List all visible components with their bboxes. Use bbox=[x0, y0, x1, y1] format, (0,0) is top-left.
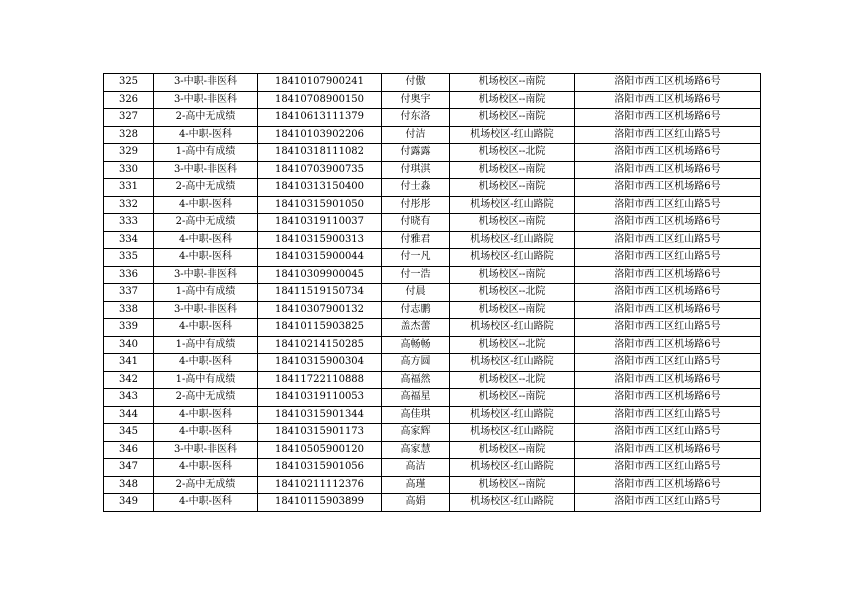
address-cell: 洛阳市西工区机场路6号 bbox=[575, 74, 761, 92]
exam-id-cell: 18410505900120 bbox=[258, 441, 382, 459]
address-cell: 洛阳市西工区红山路5号 bbox=[575, 249, 761, 267]
campus-cell: 机场校区-红山路院 bbox=[450, 231, 575, 249]
address-cell: 洛阳市西工区红山路5号 bbox=[575, 231, 761, 249]
category-cell: 2-高中无成绩 bbox=[154, 109, 258, 127]
table-row bbox=[104, 406, 761, 424]
table-row bbox=[104, 214, 761, 232]
exam-id-cell: 18410115903825 bbox=[258, 319, 382, 337]
table-row bbox=[104, 179, 761, 197]
row-number-cell: 342 bbox=[104, 371, 154, 389]
exam-id-cell: 18410307900132 bbox=[258, 301, 382, 319]
row-number-cell: 333 bbox=[104, 214, 154, 232]
category-cell: 3-中职-非医科 bbox=[154, 301, 258, 319]
campus-cell: 机场校区--北院 bbox=[450, 371, 575, 389]
exam-id-cell: 18410103902206 bbox=[258, 126, 382, 144]
table-row bbox=[104, 231, 761, 249]
exam-id-cell: 18410315901050 bbox=[258, 196, 382, 214]
category-cell: 4-中职-医科 bbox=[154, 196, 258, 214]
campus-cell: 机场校区--南院 bbox=[450, 91, 575, 109]
exam-id-cell: 18410315901344 bbox=[258, 406, 382, 424]
student-list-table bbox=[103, 73, 761, 512]
address-cell: 洛阳市西工区红山路5号 bbox=[575, 196, 761, 214]
campus-cell: 机场校区--南院 bbox=[450, 441, 575, 459]
student-name-cell: 高佳琪 bbox=[382, 406, 450, 424]
address-cell: 洛阳市西工区红山路5号 bbox=[575, 406, 761, 424]
exam-id-cell: 18411519150734 bbox=[258, 284, 382, 302]
campus-cell: 机场校区--南院 bbox=[450, 74, 575, 92]
category-cell: 3-中职-非医科 bbox=[154, 161, 258, 179]
address-cell: 洛阳市西工区红山路5号 bbox=[575, 494, 761, 512]
campus-cell: 机场校区--北院 bbox=[450, 284, 575, 302]
exam-id-cell: 18410315900044 bbox=[258, 249, 382, 267]
student-name-cell: 付露露 bbox=[382, 144, 450, 162]
address-cell: 洛阳市西工区机场路6号 bbox=[575, 109, 761, 127]
campus-cell: 机场校区-红山路院 bbox=[450, 354, 575, 372]
student-name-cell: 付彤彤 bbox=[382, 196, 450, 214]
campus-cell: 机场校区--北院 bbox=[450, 336, 575, 354]
table-row bbox=[104, 249, 761, 267]
table-row bbox=[104, 424, 761, 442]
student-name-cell: 高家慧 bbox=[382, 441, 450, 459]
exam-id-cell: 18410309900045 bbox=[258, 266, 382, 284]
category-cell: 1-高中有成绩 bbox=[154, 144, 258, 162]
exam-id-cell: 18410115903899 bbox=[258, 494, 382, 512]
row-number-cell: 326 bbox=[104, 91, 154, 109]
category-cell: 4-中职-医科 bbox=[154, 126, 258, 144]
address-cell: 洛阳市西工区机场路6号 bbox=[575, 301, 761, 319]
row-number-cell: 325 bbox=[104, 74, 154, 92]
table-row bbox=[104, 389, 761, 407]
row-number-cell: 347 bbox=[104, 459, 154, 477]
address-cell: 洛阳市西工区红山路5号 bbox=[575, 459, 761, 477]
exam-id-cell: 18410315901056 bbox=[258, 459, 382, 477]
table-body bbox=[104, 74, 761, 512]
campus-cell: 机场校区-红山路院 bbox=[450, 126, 575, 144]
table-row bbox=[104, 441, 761, 459]
exam-id-cell: 18410319110053 bbox=[258, 389, 382, 407]
address-cell: 洛阳市西工区机场路6号 bbox=[575, 144, 761, 162]
student-name-cell: 高福然 bbox=[382, 371, 450, 389]
campus-cell: 机场校区--南院 bbox=[450, 179, 575, 197]
student-name-cell: 付傲 bbox=[382, 74, 450, 92]
category-cell: 1-高中有成绩 bbox=[154, 371, 258, 389]
campus-cell: 机场校区--南院 bbox=[450, 389, 575, 407]
table-row bbox=[104, 476, 761, 494]
address-cell: 洛阳市西工区机场路6号 bbox=[575, 371, 761, 389]
exam-id-cell: 18410613111379 bbox=[258, 109, 382, 127]
row-number-cell: 346 bbox=[104, 441, 154, 459]
campus-cell: 机场校区--北院 bbox=[450, 144, 575, 162]
table-row bbox=[104, 196, 761, 214]
campus-cell: 机场校区-红山路院 bbox=[450, 406, 575, 424]
category-cell: 2-高中无成绩 bbox=[154, 214, 258, 232]
table-row bbox=[104, 371, 761, 389]
address-cell: 洛阳市西工区机场路6号 bbox=[575, 214, 761, 232]
exam-id-cell: 18410318111082 bbox=[258, 144, 382, 162]
row-number-cell: 348 bbox=[104, 476, 154, 494]
category-cell: 4-中职-医科 bbox=[154, 354, 258, 372]
category-cell: 4-中职-医科 bbox=[154, 424, 258, 442]
exam-id-cell: 18411722110888 bbox=[258, 371, 382, 389]
category-cell: 3-中职-非医科 bbox=[154, 91, 258, 109]
address-cell: 洛阳市西工区机场路6号 bbox=[575, 284, 761, 302]
campus-cell: 机场校区-红山路院 bbox=[450, 196, 575, 214]
exam-id-cell: 18410211112376 bbox=[258, 476, 382, 494]
exam-id-cell: 18410708900150 bbox=[258, 91, 382, 109]
category-cell: 2-高中无成绩 bbox=[154, 476, 258, 494]
student-name-cell: 付雅君 bbox=[382, 231, 450, 249]
row-number-cell: 329 bbox=[104, 144, 154, 162]
row-number-cell: 330 bbox=[104, 161, 154, 179]
student-name-cell: 高方圆 bbox=[382, 354, 450, 372]
table-row bbox=[104, 284, 761, 302]
table-row bbox=[104, 126, 761, 144]
address-cell: 洛阳市西工区机场路6号 bbox=[575, 179, 761, 197]
category-cell: 4-中职-医科 bbox=[154, 249, 258, 267]
category-cell: 1-高中有成绩 bbox=[154, 284, 258, 302]
campus-cell: 机场校区-红山路院 bbox=[450, 424, 575, 442]
campus-cell: 机场校区--南院 bbox=[450, 214, 575, 232]
category-cell: 4-中职-医科 bbox=[154, 406, 258, 424]
student-list-table-wrapper bbox=[103, 73, 761, 512]
address-cell: 洛阳市西工区机场路6号 bbox=[575, 389, 761, 407]
category-cell: 1-高中有成绩 bbox=[154, 336, 258, 354]
table-row bbox=[104, 301, 761, 319]
exam-id-cell: 18410315901173 bbox=[258, 424, 382, 442]
category-cell: 2-高中无成绩 bbox=[154, 179, 258, 197]
table-row bbox=[104, 336, 761, 354]
student-name-cell: 付洁 bbox=[382, 126, 450, 144]
campus-cell: 机场校区-红山路院 bbox=[450, 494, 575, 512]
exam-id-cell: 18410319110037 bbox=[258, 214, 382, 232]
row-number-cell: 349 bbox=[104, 494, 154, 512]
campus-cell: 机场校区--南院 bbox=[450, 301, 575, 319]
address-cell: 洛阳市西工区红山路5号 bbox=[575, 424, 761, 442]
row-number-cell: 338 bbox=[104, 301, 154, 319]
category-cell: 3-中职-非医科 bbox=[154, 441, 258, 459]
campus-cell: 机场校区--南院 bbox=[450, 161, 575, 179]
row-number-cell: 331 bbox=[104, 179, 154, 197]
table-row bbox=[104, 494, 761, 512]
category-cell: 3-中职-非医科 bbox=[154, 74, 258, 92]
student-name-cell: 付一浩 bbox=[382, 266, 450, 284]
table-row bbox=[104, 319, 761, 337]
row-number-cell: 343 bbox=[104, 389, 154, 407]
table-row bbox=[104, 266, 761, 284]
address-cell: 洛阳市西工区红山路5号 bbox=[575, 354, 761, 372]
address-cell: 洛阳市西工区机场路6号 bbox=[575, 336, 761, 354]
student-name-cell: 付一凡 bbox=[382, 249, 450, 267]
campus-cell: 机场校区-红山路院 bbox=[450, 459, 575, 477]
exam-id-cell: 18410214150285 bbox=[258, 336, 382, 354]
address-cell: 洛阳市西工区机场路6号 bbox=[575, 91, 761, 109]
row-number-cell: 334 bbox=[104, 231, 154, 249]
row-number-cell: 345 bbox=[104, 424, 154, 442]
address-cell: 洛阳市西工区机场路6号 bbox=[575, 441, 761, 459]
category-cell: 4-中职-医科 bbox=[154, 459, 258, 477]
table-row bbox=[104, 109, 761, 127]
row-number-cell: 339 bbox=[104, 319, 154, 337]
table-row bbox=[104, 144, 761, 162]
student-name-cell: 付晓有 bbox=[382, 214, 450, 232]
student-name-cell: 付士淼 bbox=[382, 179, 450, 197]
campus-cell: 机场校区--南院 bbox=[450, 266, 575, 284]
campus-cell: 机场校区--南院 bbox=[450, 476, 575, 494]
table-row bbox=[104, 354, 761, 372]
address-cell: 洛阳市西工区红山路5号 bbox=[575, 126, 761, 144]
exam-id-cell: 18410315900304 bbox=[258, 354, 382, 372]
student-name-cell: 高洁 bbox=[382, 459, 450, 477]
row-number-cell: 335 bbox=[104, 249, 154, 267]
address-cell: 洛阳市西工区红山路5号 bbox=[575, 319, 761, 337]
exam-id-cell: 18410315900313 bbox=[258, 231, 382, 249]
student-name-cell: 付琪淇 bbox=[382, 161, 450, 179]
category-cell: 4-中职-医科 bbox=[154, 319, 258, 337]
row-number-cell: 340 bbox=[104, 336, 154, 354]
student-name-cell: 高瑾 bbox=[382, 476, 450, 494]
student-name-cell: 付志鹏 bbox=[382, 301, 450, 319]
row-number-cell: 344 bbox=[104, 406, 154, 424]
student-name-cell: 高娟 bbox=[382, 494, 450, 512]
row-number-cell: 328 bbox=[104, 126, 154, 144]
table-row bbox=[104, 161, 761, 179]
table-row bbox=[104, 74, 761, 92]
exam-id-cell: 18410703900735 bbox=[258, 161, 382, 179]
address-cell: 洛阳市西工区机场路6号 bbox=[575, 161, 761, 179]
category-cell: 4-中职-医科 bbox=[154, 231, 258, 249]
row-number-cell: 336 bbox=[104, 266, 154, 284]
student-name-cell: 付晨 bbox=[382, 284, 450, 302]
student-name-cell: 高家辉 bbox=[382, 424, 450, 442]
exam-id-cell: 18410107900241 bbox=[258, 74, 382, 92]
student-name-cell: 高福星 bbox=[382, 389, 450, 407]
table-row bbox=[104, 91, 761, 109]
exam-id-cell: 18410313150400 bbox=[258, 179, 382, 197]
address-cell: 洛阳市西工区机场路6号 bbox=[575, 476, 761, 494]
student-name-cell: 付奥宇 bbox=[382, 91, 450, 109]
campus-cell: 机场校区--南院 bbox=[450, 109, 575, 127]
row-number-cell: 332 bbox=[104, 196, 154, 214]
campus-cell: 机场校区-红山路院 bbox=[450, 249, 575, 267]
campus-cell: 机场校区-红山路院 bbox=[450, 319, 575, 337]
table-row bbox=[104, 459, 761, 477]
address-cell: 洛阳市西工区机场路6号 bbox=[575, 266, 761, 284]
category-cell: 4-中职-医科 bbox=[154, 494, 258, 512]
row-number-cell: 341 bbox=[104, 354, 154, 372]
row-number-cell: 337 bbox=[104, 284, 154, 302]
student-name-cell: 盖杰蕾 bbox=[382, 319, 450, 337]
category-cell: 2-高中无成绩 bbox=[154, 389, 258, 407]
category-cell: 3-中职-非医科 bbox=[154, 266, 258, 284]
student-name-cell: 高畅畅 bbox=[382, 336, 450, 354]
row-number-cell: 327 bbox=[104, 109, 154, 127]
student-name-cell: 付东洛 bbox=[382, 109, 450, 127]
